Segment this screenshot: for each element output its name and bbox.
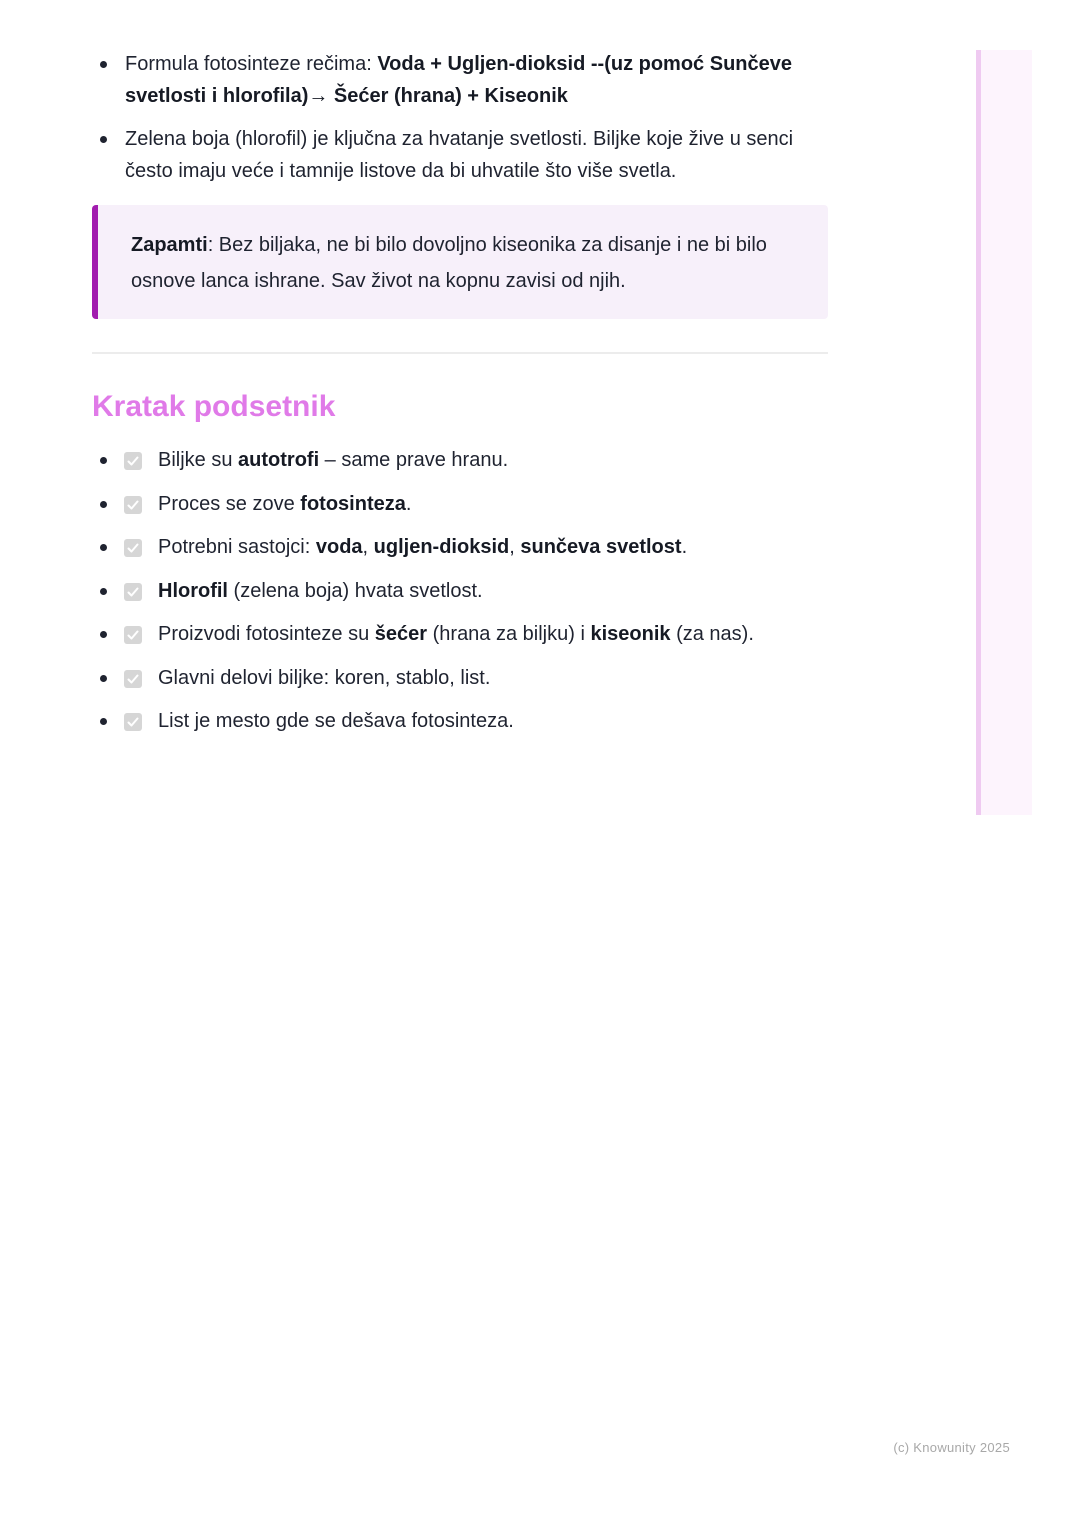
document-content bbox=[92, 48, 828, 751]
checkbox-checked-icon[interactable] bbox=[124, 626, 142, 644]
remember-callout bbox=[92, 205, 828, 319]
checklist-item: Proizvodi fotosinteze su šećer (hrana za biljku) i kiseonik (za nas). bbox=[92, 620, 828, 648]
bullet-icon bbox=[100, 675, 107, 682]
checkbox-checked-icon[interactable] bbox=[124, 452, 142, 470]
reminder-checklist bbox=[92, 446, 828, 735]
formula-prefix: Formula fotosinteze rečima: bbox=[125, 53, 378, 75]
list-item bbox=[92, 48, 828, 112]
bullet-icon bbox=[100, 544, 107, 551]
bullet-icon bbox=[100, 457, 107, 464]
bullet-icon bbox=[100, 136, 107, 143]
checklist-item: Biljke su autotrofi – same prave hranu. bbox=[92, 446, 828, 474]
checkbox-checked-icon[interactable] bbox=[124, 496, 142, 514]
bullet-icon bbox=[100, 631, 107, 638]
bullet-icon bbox=[100, 61, 107, 68]
callout-text: : Bez biljaka, ne bi bilo dovoljno kiseonika za disanje i ne bi bilo osnove lanca ishrane. Sav život na kopnu zavisi od njih. bbox=[131, 234, 767, 292]
bullet-icon bbox=[100, 501, 107, 508]
checklist-item: Proces se zove fotosinteza. bbox=[92, 490, 828, 518]
checklist-item: Hlorofil (zelena boja) hvata svetlost. bbox=[92, 577, 828, 605]
side-decoration-panel bbox=[976, 50, 1032, 815]
bullet-icon bbox=[100, 588, 107, 595]
list-item bbox=[92, 123, 828, 187]
bullet-icon bbox=[100, 718, 107, 725]
checklist-item: Potrebni sastojci: voda, ugljen-dioksid, sunčeva svetlost. bbox=[92, 533, 828, 561]
checklist-item: Glavni delovi biljke: koren, stablo, list. bbox=[92, 664, 828, 692]
chlorophyll-note: Zelena boja (hlorofil) je ključna za hvatanje svetlosti. Biljke koje žive u senci često imaju veće i tamnije listove da bi uhvatile što više svetla. bbox=[125, 128, 794, 182]
formula-text: Voda + Ugljen-dioksid --(uz pomoć Sunčeve svetlosti i hlorofila)→ Šećer (hrana) + Kiseonik bbox=[125, 53, 793, 107]
checkbox-checked-icon[interactable] bbox=[124, 539, 142, 557]
checklist-item: List je mesto gde se dešava fotosinteza. bbox=[92, 707, 828, 735]
section-divider bbox=[92, 352, 828, 354]
summary-list bbox=[92, 48, 828, 187]
section-title: Kratak podsetnik bbox=[92, 390, 336, 423]
checkbox-checked-icon[interactable] bbox=[124, 670, 142, 688]
callout-label: Zapamti bbox=[131, 234, 208, 256]
checkbox-checked-icon[interactable] bbox=[124, 713, 142, 731]
checkbox-checked-icon[interactable] bbox=[124, 583, 142, 601]
copyright-footer: (c) Knowunity 2025 bbox=[893, 1440, 1010, 1455]
